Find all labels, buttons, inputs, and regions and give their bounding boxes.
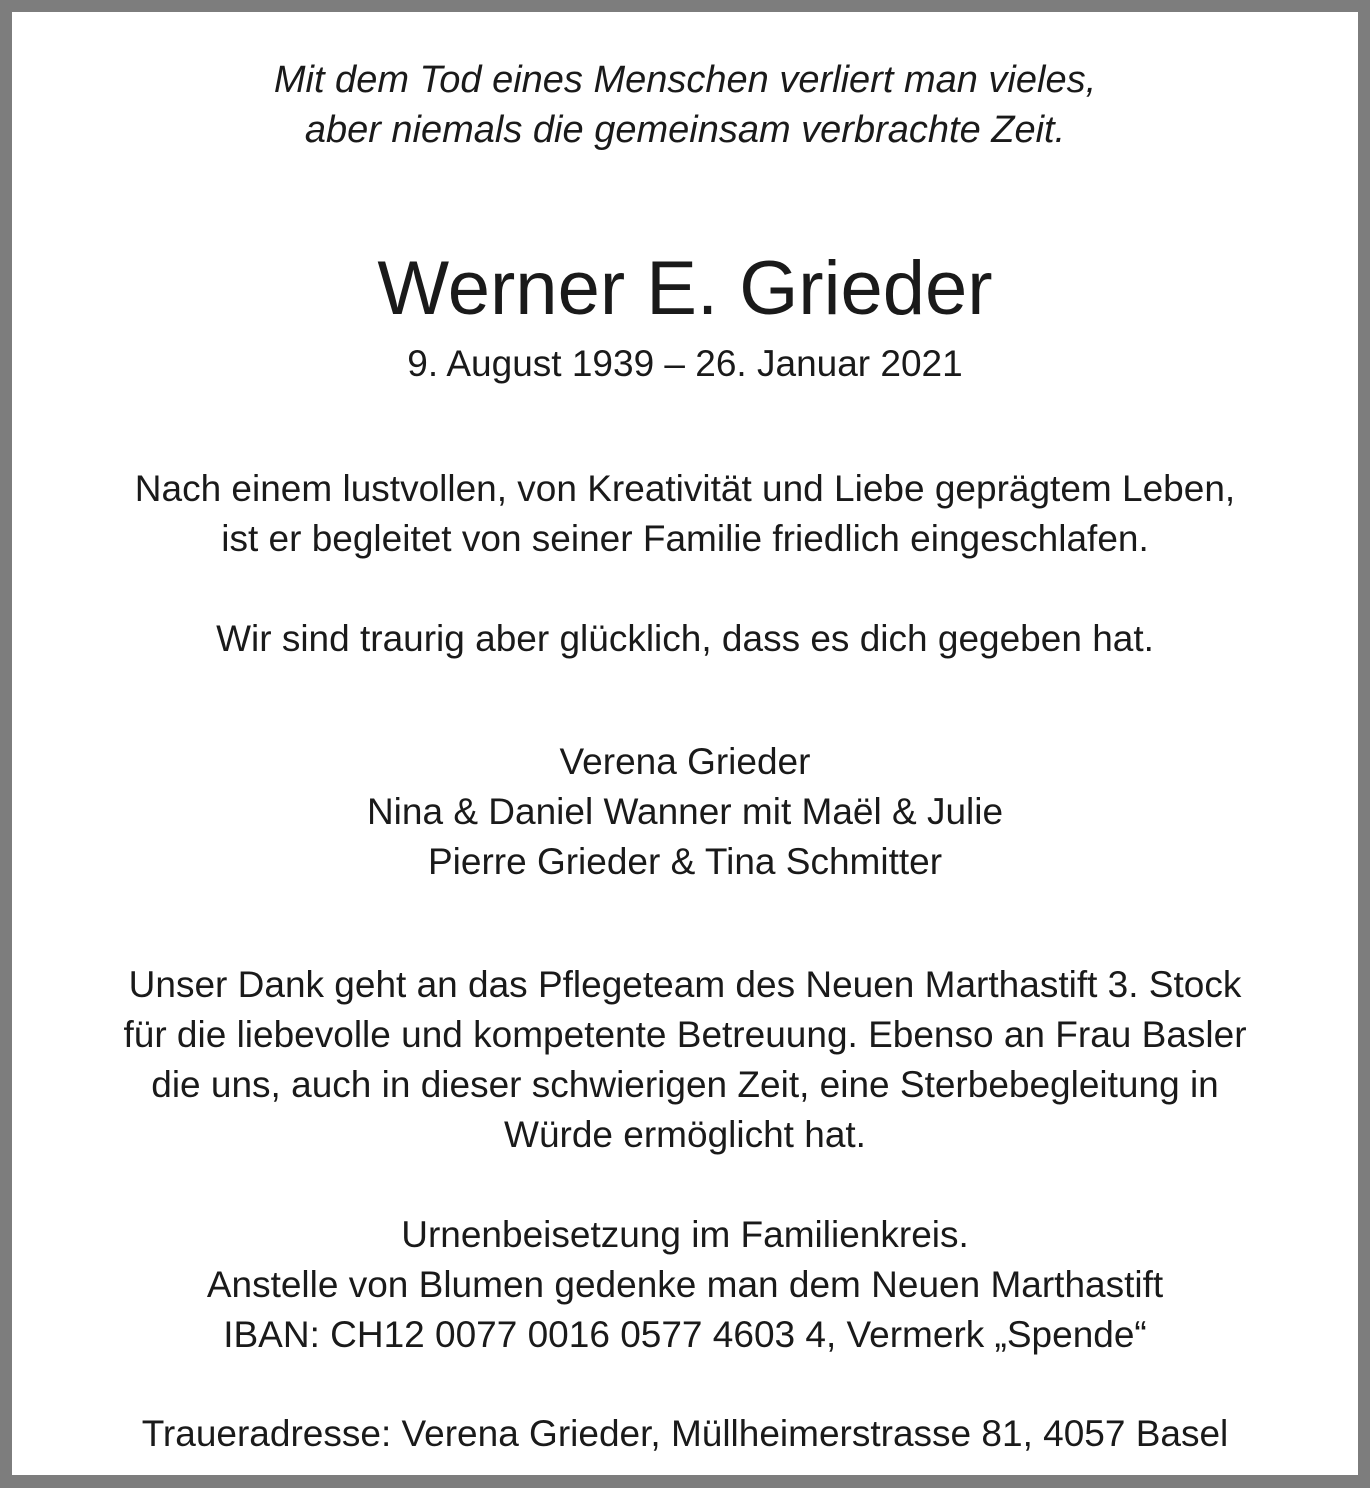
family-member: Verena Grieder	[559, 741, 811, 782]
life-dates: 9. August 1939 – 26. Januar 2021	[407, 343, 963, 384]
motto-line-1: Mit dem Tod eines Menschen verliert man vieles,	[273, 59, 1097, 101]
farewell-message	[24, 464, 1346, 564]
family-member: Pierre Grieder & Tina Schmitter	[427, 841, 943, 882]
burial-line: Urnenbeisetzung im Familienkreis.	[401, 1214, 969, 1255]
message-line-1: Nach einem lustvollen, von Kreativität und Liebe geprägtem Leben,	[134, 468, 1236, 509]
message-line-2: ist er begleitet von seiner Familie friedlich eingeschlafen.	[221, 518, 1149, 559]
family-list	[24, 737, 1346, 887]
motto-quote	[24, 55, 1346, 155]
thanks-line: die uns, auch in dieser schwierigen Zeit, eine Sterbebegleitung in	[151, 1064, 1219, 1105]
gratitude-line: Wir sind traurig aber glücklich, dass es dich gegeben hat.	[216, 618, 1154, 659]
deceased-name: Werner E. Grieder	[377, 246, 993, 331]
motto-line-2: aber niemals die gemeinsam verbrachte Zeit.	[304, 109, 1066, 151]
donation-line: Anstelle von Blumen gedenke man dem Neuen Marthastift	[206, 1264, 1164, 1305]
thanks-paragraph	[24, 960, 1346, 1160]
iban-line: IBAN: CH12 0077 0016 0577 4603 4, Vermerk „Spende“	[223, 1314, 1147, 1355]
burial-information	[24, 1210, 1346, 1360]
thanks-line: Unser Dank geht an das Pflegeteam des Neuen Marthastift 3. Stock	[128, 964, 1242, 1005]
thanks-line: für die liebevolle und kompetente Betreuung. Ebenso an Frau Basler	[123, 1014, 1247, 1055]
thanks-line: Würde ermöglicht hat.	[504, 1114, 866, 1155]
family-member: Nina & Daniel Wanner mit Maël & Julie	[366, 791, 1004, 832]
mourning-address: Traueradresse: Verena Grieder, Müllheimerstrasse 81, 4057 Basel	[141, 1413, 1229, 1454]
